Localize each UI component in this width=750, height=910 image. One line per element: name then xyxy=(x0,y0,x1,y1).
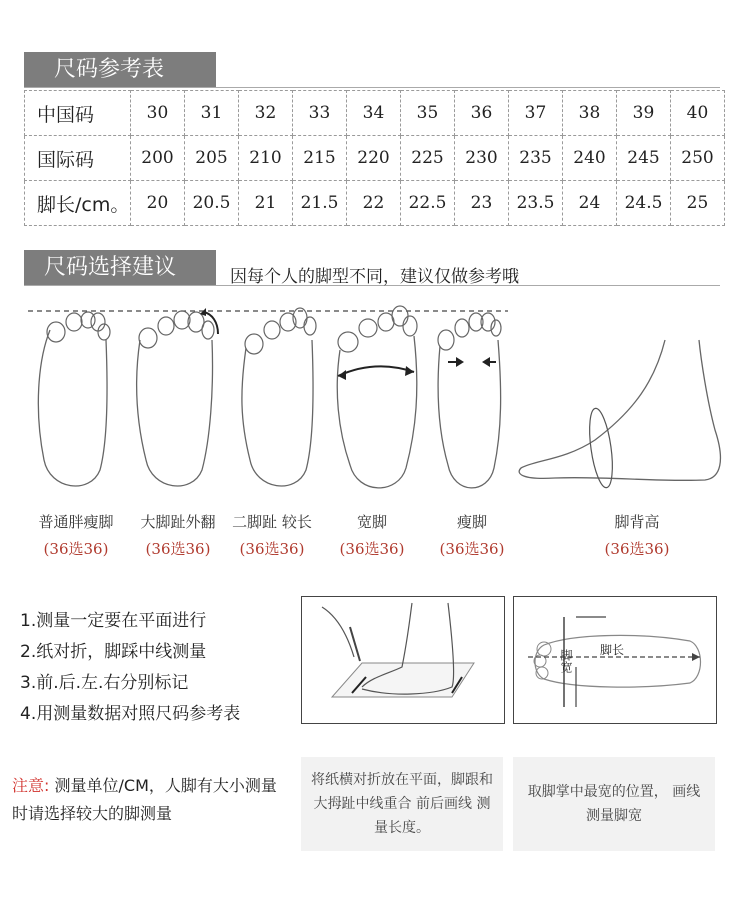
size-cell: 30 xyxy=(131,91,185,136)
size-cell: 225 xyxy=(401,136,455,181)
measure-step: 3.前.后.左.右分别标记 xyxy=(20,673,189,693)
foot-narrow-illustration xyxy=(432,300,512,500)
size-row-label: 中国码 xyxy=(25,91,131,136)
advice-heading: 尺码选择建议 xyxy=(24,250,216,286)
foot-type-label: 脚背高 xyxy=(614,513,660,531)
size-row-label: 国际码 xyxy=(25,136,131,181)
size-cell: 34 xyxy=(347,91,401,136)
note-text: 测量单位/CM，人脚有大小测量时请选择较大的脚测量 xyxy=(12,776,277,823)
size-cell: 20.5 xyxy=(185,181,239,226)
size-cell: 23.5 xyxy=(509,181,563,226)
measure-steps xyxy=(20,606,240,730)
caption-length-method: 将纸横对折放在平面，脚跟和大拇趾中线重合 前后画线 测量长度。 xyxy=(301,757,503,851)
foot-type-label: 普通胖瘦脚 xyxy=(38,513,114,531)
foot-type-label: 二脚趾 较长 xyxy=(232,513,312,531)
size-cell: 240 xyxy=(563,136,617,181)
measure-step: 4.用测量数据对照尺码参考表 xyxy=(20,704,241,724)
size-cell: 39 xyxy=(617,91,671,136)
size-cell: 245 xyxy=(617,136,671,181)
foot-wide-illustration xyxy=(334,300,424,500)
size-row-label: 脚长/cm。 xyxy=(25,181,131,226)
foot-width-label: 脚宽 xyxy=(559,649,573,673)
size-cell: 21.5 xyxy=(293,181,347,226)
size-cell: 24.5 xyxy=(617,181,671,226)
size-cell: 24 xyxy=(563,181,617,226)
size-cell: 20 xyxy=(131,181,185,226)
size-cell: 250 xyxy=(671,136,725,181)
foot-normal-illustration xyxy=(30,300,120,500)
size-cell: 215 xyxy=(293,136,347,181)
size-cell: 22.5 xyxy=(401,181,455,226)
size-cell: 205 xyxy=(185,136,239,181)
measure-top-illustration xyxy=(513,596,717,724)
foot-type-label: 瘦脚 xyxy=(456,513,487,531)
size-cell: 235 xyxy=(509,136,563,181)
foot-size-advice: (36选36) xyxy=(145,540,211,558)
foot-size-advice: (36选36) xyxy=(239,540,305,558)
size-cell: 31 xyxy=(185,91,239,136)
size-cell: 200 xyxy=(131,136,185,181)
advice-subtitle: 因每个人的脚型不同，建议仅做参考哦 xyxy=(230,267,519,287)
size-cell: 22 xyxy=(347,181,401,226)
note-label: 注意: xyxy=(12,776,50,795)
size-cell: 38 xyxy=(563,91,617,136)
size-cell: 230 xyxy=(455,136,509,181)
foot-size-advice: (36选36) xyxy=(439,540,505,558)
measure-side-illustration xyxy=(301,596,505,724)
foot-length-label: 脚长 xyxy=(600,643,625,657)
foot-size-advice: (36选36) xyxy=(43,540,109,558)
size-cell: 21 xyxy=(239,181,293,226)
caption-width-method: 取脚掌中最宽的位置， 画线测量脚宽 xyxy=(513,757,715,851)
size-cell: 210 xyxy=(239,136,293,181)
size-cell: 220 xyxy=(347,136,401,181)
foot-size-advice: (36选36) xyxy=(339,540,405,558)
foot-size-advice: (36选36) xyxy=(604,540,670,558)
size-cell: 37 xyxy=(509,91,563,136)
size-cell: 35 xyxy=(401,91,455,136)
measure-note xyxy=(12,772,287,828)
size-cell: 33 xyxy=(293,91,347,136)
size-cell: 23 xyxy=(455,181,509,226)
measure-step: 2.纸对折，脚踩中线测量 xyxy=(20,642,207,662)
foot-type-label: 宽脚 xyxy=(356,513,387,531)
foot-high-instep-illustration xyxy=(515,300,725,500)
size-cell: 32 xyxy=(239,91,293,136)
foot-long-second-toe-illustration xyxy=(236,300,326,500)
foot-bunion-illustration xyxy=(132,300,222,500)
size-chart-heading: 尺码参考表 xyxy=(24,52,216,88)
measure-step: 1.测量一定要在平面进行 xyxy=(20,611,207,631)
foot-type-label: 大脚趾外翻 xyxy=(140,513,216,531)
size-cell: 40 xyxy=(671,91,725,136)
size-cell: 25 xyxy=(671,181,725,226)
size-cell: 36 xyxy=(455,91,509,136)
